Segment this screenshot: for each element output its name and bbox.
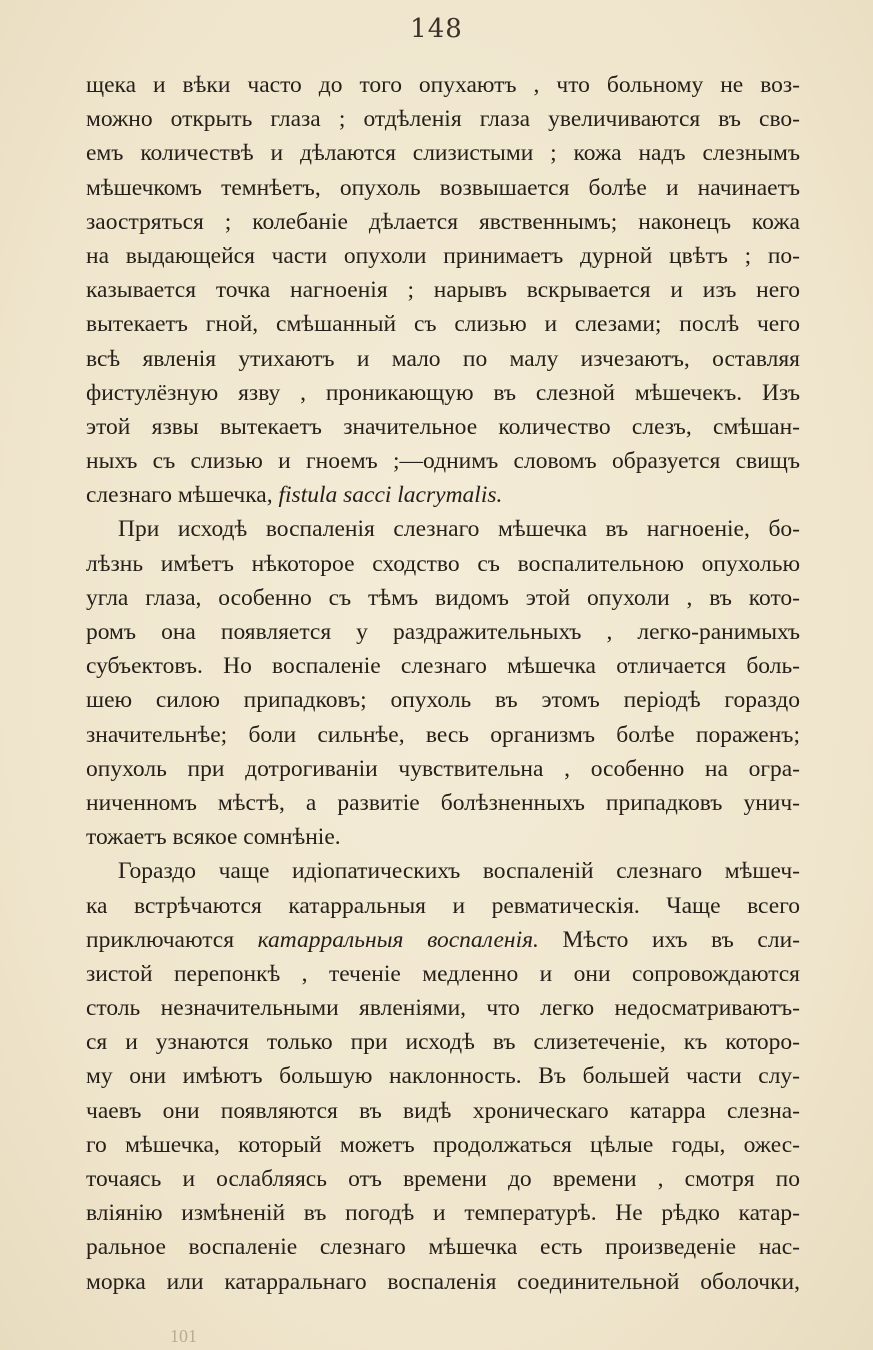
- page-number: 148: [410, 14, 463, 44]
- text-line: вліянію измѣненій въ погодѣ и температурѣ. Не рѣдко катар-: [86, 1200, 800, 1227]
- text-fragment: приключаются: [86, 926, 258, 953]
- body-text: [86, 68, 800, 1299]
- text-line: шею силою припадковъ; опухоль въ этомъ періодѣ гораздо: [86, 687, 800, 714]
- text-line: му они имѣютъ большую наклонность. Въ большей части слу-: [86, 1063, 800, 1090]
- text-line: ниченномъ мѣстѣ, а развитіе болѣзненныхъ припадковъ унич-: [86, 789, 800, 816]
- latin-term: fistula sacci lacrymalis.: [278, 482, 503, 509]
- text-line: ромъ она появляется у раздражительныхъ , легко-ранимыхъ: [86, 619, 800, 645]
- text-line: можно открыть глаза ; отдѣленія глаза увеличиваются въ сво-: [86, 106, 800, 133]
- text-line: мѣшечкомъ темнѣетъ, опухоль возвышается болѣе и начинаетъ: [86, 174, 800, 201]
- text-line: ка встрѣчаются катарральныя и ревматическія. Чаще всего: [86, 892, 800, 919]
- text-line: этой язвы вытекаетъ значительное количество слезъ, смѣшан-: [86, 413, 800, 440]
- text-fragment: Мѣсто ихъ въ сли-: [538, 926, 800, 953]
- text-line: чаевъ они появляются въ видѣ хроническаго катарра слезна-: [86, 1097, 800, 1124]
- paragraph-start-line: При исходѣ воспаленія слезнаго мѣшечка въ нагноеніе, бо-: [118, 516, 800, 543]
- text-line: ныхъ съ слизью и гноемъ ;—однимъ словомъ образуется свищъ: [86, 448, 800, 475]
- text-line: казывается точка нагноенія ; нарывъ вскрывается и изъ него: [86, 277, 800, 304]
- text-line: ся и узнаются только при исходѣ въ слизетеченіе, къ которо-: [86, 1029, 800, 1056]
- paragraph-start-line: Гораздо чаще идіопатическихъ воспаленій слезнаго мѣшеч-: [118, 858, 800, 885]
- text-line: тожаетъ всякое сомнѣніе.: [86, 824, 341, 851]
- text-line: вытекаетъ гной, смѣшанный съ слизью и слезами; послѣ чего: [86, 311, 800, 338]
- bleed-through-mark: 101: [170, 1326, 197, 1346]
- text-line: го мѣшечка, который можетъ продолжаться цѣлые годы, ожес-: [86, 1131, 800, 1158]
- text-line: фистулёзную язву , проникающую въ слезной мѣшечекъ. Изъ: [86, 379, 800, 406]
- text-line: столь незначительными явленіями, что легко недосматриваютъ-: [86, 995, 800, 1022]
- text-line: угла глаза, особенно съ тѣмъ видомъ этой опухоли , въ кото-: [86, 584, 800, 611]
- text-line: субъектовъ. Но воспаленіе слезнаго мѣшечка отличается боль-: [86, 653, 800, 680]
- text-line-italic-term: [86, 923, 800, 957]
- text-line: на выдающейся части опухоли принимаетъ дурной цвѣтъ ; по-: [86, 242, 800, 269]
- text-line: значительнѣе; боли сильнѣе, весь организмъ болѣе пораженъ;: [86, 721, 800, 748]
- italic-term: катарральныя воспаленія.: [257, 926, 539, 953]
- text-line: лѣзнь имѣетъ нѣкоторое сходство съ воспалительною опухолью: [86, 550, 800, 577]
- text-line: емъ количествѣ и дѣлаются слизистыми ; кожа надъ слезнымъ: [86, 140, 800, 167]
- text-line: заостряться ; колебаніе дѣлается явственнымъ; наконецъ кожа: [86, 208, 800, 235]
- text-line: точаясь и ослабляясь отъ времени до времени , смотря по: [86, 1166, 800, 1192]
- text-line: зистой перепонкѣ , теченіе медленно и они сопровождаются: [86, 960, 800, 987]
- text-line-latin-term: [86, 478, 800, 512]
- text-fragment: слезнаго мѣшечка,: [86, 482, 279, 509]
- text-line: щека и вѣки часто до того опухаютъ , что больному не воз-: [86, 72, 800, 98]
- text-line: опухоль при дотрогиваніи чувствительна , особенно на огра-: [86, 755, 800, 782]
- text-line: ральное воспаленіе слезнаго мѣшечка есть произведеніе нас-: [86, 1234, 800, 1261]
- text-line: морка или катарральнаго воспаленія соединительной оболочки,: [86, 1268, 800, 1295]
- text-line: всѣ явленія утихаютъ и мало по малу изчезаютъ, оставляя: [86, 345, 800, 372]
